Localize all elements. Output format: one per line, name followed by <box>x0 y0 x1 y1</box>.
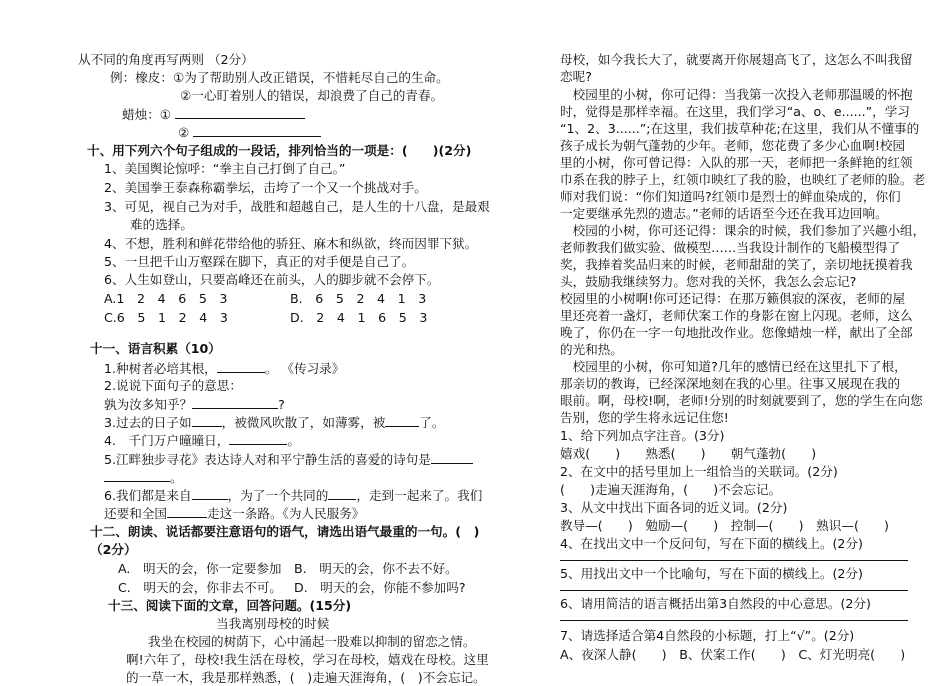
q10-title: 十、用下列六个句子组成的一段话，排列恰当的一项是：( )(2分) <box>87 143 472 158</box>
q11-line-2: 2.说说下面句子的意思： <box>104 378 242 393</box>
q11-line-4-end: 了。 <box>419 415 445 430</box>
q12-option-a[interactable]: A. 明天的会，你一定要参加 <box>118 561 282 576</box>
candle-blank-1[interactable] <box>175 106 305 119</box>
q12-title-1: 十二、朗读、说话都要注意语句的语气，请选出语气最重的一句。( ) <box>90 524 480 539</box>
q11-line-4-mid: ，被微风吹散了，如薄雾，被 <box>221 415 386 430</box>
question-2-answer[interactable]: ( )走遍天涯海角，( )不会忘记。 <box>560 482 782 497</box>
essay-line: 那亲切的教诲，已经深深地刻在我的心里。往事又展现在我的 <box>560 376 901 391</box>
q11-line-9-text: 还要和全国 <box>104 506 167 521</box>
question-1: 1、给下列加点字注音。(3分) <box>560 428 725 443</box>
q11-line-4 <box>104 414 445 431</box>
essay-line: 校园的小树，你可还记得：课余的时候，我们参加了兴趣小组， <box>560 223 926 238</box>
q11-line-6-text: 5.江畔独步寻花》表达诗人对和平宁静生活的喜爱的诗句是 <box>104 452 431 467</box>
q10-sentence-6: 6、人生如登山，只要高峰还在前头，人的脚步就不会停下。 <box>104 272 440 287</box>
candle-label-2: ② <box>178 125 190 140</box>
q11-title: 十一、语言积累（10） <box>90 341 221 356</box>
q11-line-3-end: ? <box>278 397 285 412</box>
q10-option-c[interactable]: C.6 5 1 2 4 3 <box>104 310 228 325</box>
candle-blank-2[interactable] <box>193 124 321 137</box>
q11-line-5-text: 4. 千门万户曈曈日， <box>104 433 230 448</box>
example-line-2: ②一心盯着别人的错误，却浪费了自己的青春。 <box>180 88 444 103</box>
q11-line-4-text: 3.过去的日子如 <box>104 415 192 430</box>
q11-blank-6[interactable] <box>431 451 473 464</box>
essay-line: “1、2、3......”;在这里，我们拔草种花;在这里，我们从不懂事的 <box>560 121 920 136</box>
q12-option-b[interactable]: B. 明天的会，你不去不好。 <box>294 561 458 576</box>
essay-title: 当我离别母校的时候 <box>216 616 330 631</box>
question-2: 2、在文中的括号里加上一组恰当的关联词。(2分) <box>560 464 838 479</box>
essay-line: 眼前。啊，母校!啊，老师!分别的时刻就要到了，您的学生在向您 <box>560 393 923 408</box>
q10-sentence-3b: 难的选择。 <box>130 217 193 232</box>
question-1-words[interactable]: 嬉戏( ) 熟悉( ) 朝气蓬勃( ) <box>560 446 817 461</box>
essay-line: 老师教我们做实验、做模型……当我设计制作的飞船模型得了 <box>560 240 901 255</box>
q10-sentence-3a: 3、可见，视自己为对手，战胜和超越自己，是人生的十八盘，是最艰 <box>104 199 490 214</box>
example-line-1: 例：橡皮：①为了帮助别人改正错误，不惜耗尽自己的生命。 <box>110 70 449 85</box>
essay-line: 里的小树，你可曾记得：入队的那一天，老师把一条鲜艳的红领 <box>560 155 913 170</box>
q11-line-7 <box>104 469 183 486</box>
essay-line: 里还亮着一盏灯，老师伏案工作的身影在窗上闪现。老师，这么 <box>560 308 913 323</box>
essay-line: 时，觉得是那样幸福。在这里，我们学习“a、o、e......”，学习 <box>560 104 910 119</box>
q10-option-d[interactable]: D. 2 4 1 6 5 3 <box>290 310 428 325</box>
intro-line: 从不同的角度再写两则 （2分） <box>78 52 254 67</box>
q11-line-1-text: 1.种树者必培其根， <box>104 361 217 376</box>
essay-line: 恋呢? <box>560 69 592 84</box>
question-4: 4、在找出文中一个反问句，写在下面的横线上。(2分) <box>560 536 863 551</box>
essay-line: 巾系在我的脖子上，红领巾映红了我的脸，也映红了老师的脸。老 <box>560 172 926 187</box>
essay-line: 头，鼓励我继续努力。您对我的关怀，我怎么会忘记? <box>560 274 857 289</box>
question-5: 5、用找出文中一个比喻句，写在下面的横线上。(2分) <box>560 566 863 581</box>
answer-line-6[interactable] <box>560 620 908 621</box>
q11-line-5-end: 。 <box>287 433 300 448</box>
q11-blank-8[interactable] <box>192 487 228 500</box>
essay-line: 晚了，你仍在一字一句地批改作业。您像蜡烛一样，献出了全部 <box>560 325 913 340</box>
answer-line-4[interactable] <box>560 560 908 561</box>
question-3: 3、从文中找出下面各词的近义词。(2分) <box>560 500 788 515</box>
q11-line-9-end: 走这一条路。《为人民服务》 <box>206 506 365 521</box>
q11-blank-9[interactable] <box>328 487 356 500</box>
essay-line: 校园里的小树，你可记得：当我第一次投入老师那温暖的怀抱 <box>560 87 913 102</box>
essay-para-2: 啊!六年了，母校!我生活在母校，学习在母校，嬉戏在母校。这里 <box>126 652 489 667</box>
q11-line-8-mid: ，为了一个共同的 <box>227 488 329 503</box>
q12-option-c[interactable]: C. 明天的会，你非去不可。 <box>118 580 282 595</box>
answer-line-5[interactable] <box>560 590 908 591</box>
essay-line: 母校，如今我长大了，就要离开你展翅高飞了，这怎么不叫我留 <box>560 52 913 67</box>
q11-line-3 <box>104 396 285 413</box>
essay-para-1: 我坐在校园的树荫下，心中涌起一股难以抑制的留恋之情。 <box>148 634 476 649</box>
essay-line: 一定要继承先烈的遗志。”老师的话语至今还在我耳边回响。 <box>560 206 888 221</box>
question-3-words[interactable]: 教导—( ) 勉励—( ) 控制—( ) 熟识—( ) <box>560 518 889 533</box>
question-7-options[interactable]: A、夜深人静( ) B、伏案工作( ) C、灯光明亮( ) <box>560 647 906 662</box>
q11-line-6 <box>104 451 473 468</box>
essay-line: 的光和热。 <box>560 342 623 357</box>
q11-line-7-end: 。 <box>170 470 183 485</box>
q10-sentence-4: 4、不想，胜利和鲜花带给他的骄狂、麻木和纵欲，终而因罪下狱。 <box>104 236 478 251</box>
candle-label-1: 蜡烛：① <box>122 107 172 122</box>
essay-line: 校园里的小树啊!你可还记得：在那万籁俱寂的深夜，老师的屋 <box>560 291 906 306</box>
q11-line-3-text: 孰为汝多知乎？ <box>104 397 193 412</box>
candle-line-2 <box>178 124 321 141</box>
q11-blank-1[interactable] <box>217 360 265 373</box>
q11-blank-10[interactable] <box>167 505 207 518</box>
q10-sentence-2: 2、美国拳王泰森称霸拳坛，击垮了一个又一个挑战对手。 <box>104 180 427 195</box>
q11-line-1-source: 。 《传习录》 <box>264 361 345 376</box>
q11-line-8-text: 6.我们都是来自 <box>104 488 192 503</box>
q11-line-1 <box>104 360 344 377</box>
q10-option-a[interactable]: A.1 2 4 6 5 3 <box>104 291 228 306</box>
essay-line: 孩子成长为朝气蓬勃的少年。老师，您花费了多少心血啊!校园 <box>560 138 906 153</box>
q12-option-d[interactable]: D. 明天的会，你能不参加吗? <box>294 580 466 595</box>
q10-sentence-1: 1、美国舆论惊呼：“拳主自己打倒了自己。” <box>104 161 346 176</box>
essay-line: 告别，您的学生将永远记住您! <box>560 410 729 425</box>
q10-sentence-5: 5、一旦把千山万壑踩在脚下，真正的对手便是自己了。 <box>104 254 415 269</box>
question-6: 6、请用简洁的语言概括出第3自然段的中心意思。(2分) <box>560 596 871 611</box>
q13-title: 十三、阅读下面的文章，回答问题。(15分) <box>108 598 352 613</box>
essay-line: 奖，我捧着奖品归来的时候，老师甜甜的笑了，亲切地抚摸着我 <box>560 257 913 272</box>
q11-blank-7[interactable] <box>104 469 170 482</box>
q11-blank-4[interactable] <box>385 414 419 427</box>
q11-blank-2[interactable] <box>192 396 278 409</box>
q11-line-8 <box>104 487 482 504</box>
right-column <box>560 0 950 671</box>
candle-line-1 <box>122 106 305 123</box>
q10-option-b[interactable]: B. 6 5 2 4 1 3 <box>290 291 427 306</box>
essay-line: 校园里的小树，你可知道?几年的感情已经在这里扎下了根， <box>560 359 907 374</box>
question-7: 7、请选择适合第4自然段的小标题，打上“√”。(2分) <box>560 628 855 643</box>
q12-title-2: （2分） <box>90 542 137 557</box>
q11-line-5 <box>104 432 300 449</box>
q11-line-8-end: ，走到一起来了。我们 <box>356 488 483 503</box>
q11-blank-5[interactable] <box>229 432 287 445</box>
q11-line-9 <box>104 505 364 522</box>
q11-blank-3[interactable] <box>192 414 222 427</box>
essay-line: 师对我们说：“你们知道吗?红领巾是烈士的鲜血染成的，你们 <box>560 189 901 204</box>
essay-para-3: 的一草一木，我是那样熟悉，( )走遍天涯海角，( )不会忘记。 <box>126 670 486 685</box>
